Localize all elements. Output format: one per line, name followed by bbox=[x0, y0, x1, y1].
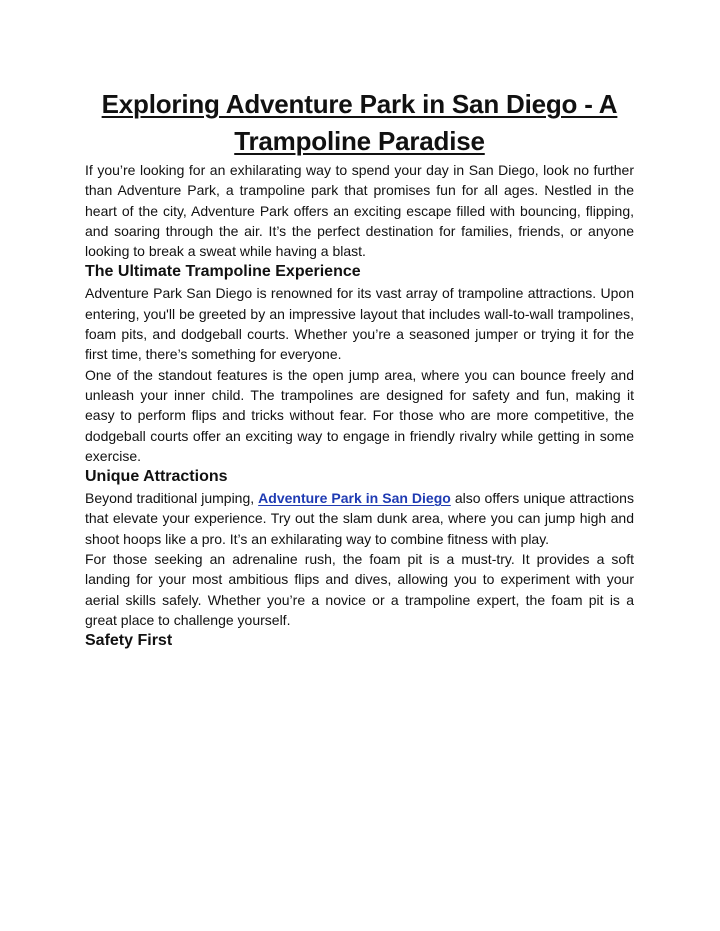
paragraph-text-before-link: Beyond traditional jumping, bbox=[85, 490, 259, 507]
paragraph-open-jump-area: One of the standout features is the open jump area, where you can bounce freely and unleash your inner child. The trampolines are designed for safety and fun, making it easy to perform flips and tricks without fear. For those who are more competitive, the dodgeball courts offer an exciting way to engage in friendly rivalry while getting in some exercise. bbox=[85, 366, 634, 464]
document-page bbox=[85, 86, 634, 652]
intro-paragraph: If you’re looking for an exhilarating way to spend your day in San Diego, look no further than Adventure Park, a trampoline park that promises fun for all ages. Nestled in the heart of the city, Adventure Park offers an exciting escape filled with bouncing, flipping, and soaring through the air. It’s the perfect destination for families, friends, or anyone looking to break a sweat while having a blast. bbox=[85, 162, 634, 260]
section-heading-trampoline-experience: The Ultimate Trampoline Experience bbox=[85, 263, 361, 281]
paragraph-beyond-jumping bbox=[85, 488, 634, 549]
paragraph-foam-pit: For those seeking an adrenaline rush, the foam pit is a must-try. It provides a soft landing for your most ambitious flips and dives, allowing you to experiment with your aerial skills safely. Whether you’re a novice or a trampoline expert, the foam pit is a great place to challenge yourself. bbox=[85, 551, 634, 628]
title-line-2: Trampoline Paradise bbox=[234, 126, 485, 156]
adventure-park-link[interactable]: Adventure Park in San Diego bbox=[258, 490, 451, 507]
paragraph-text-after-link: also offers unique attractions that elevate your experience. Try out the slam dunk area, where you can jump high and shoot hoops like a pro. It’s an exhilarating way to combine fitness with play. bbox=[85, 490, 634, 547]
section-heading-safety-first: Safety First bbox=[85, 632, 173, 650]
title-line-1: Exploring Adventure Park in San Diego - A bbox=[101, 89, 618, 119]
paragraph-attractions-array: Adventure Park San Diego is renowned for its vast array of trampoline attractions. Upon entering, you'll be greeted by an impressive layout that includes wall-to-wall trampolines, foam pits, and dodgeball courts. Whether you’re a seasoned jumper or trying it for the first time, there’s something for everyone. bbox=[85, 285, 634, 363]
section-heading-unique-attractions: Unique Attractions bbox=[85, 468, 228, 486]
page-title bbox=[85, 86, 634, 160]
